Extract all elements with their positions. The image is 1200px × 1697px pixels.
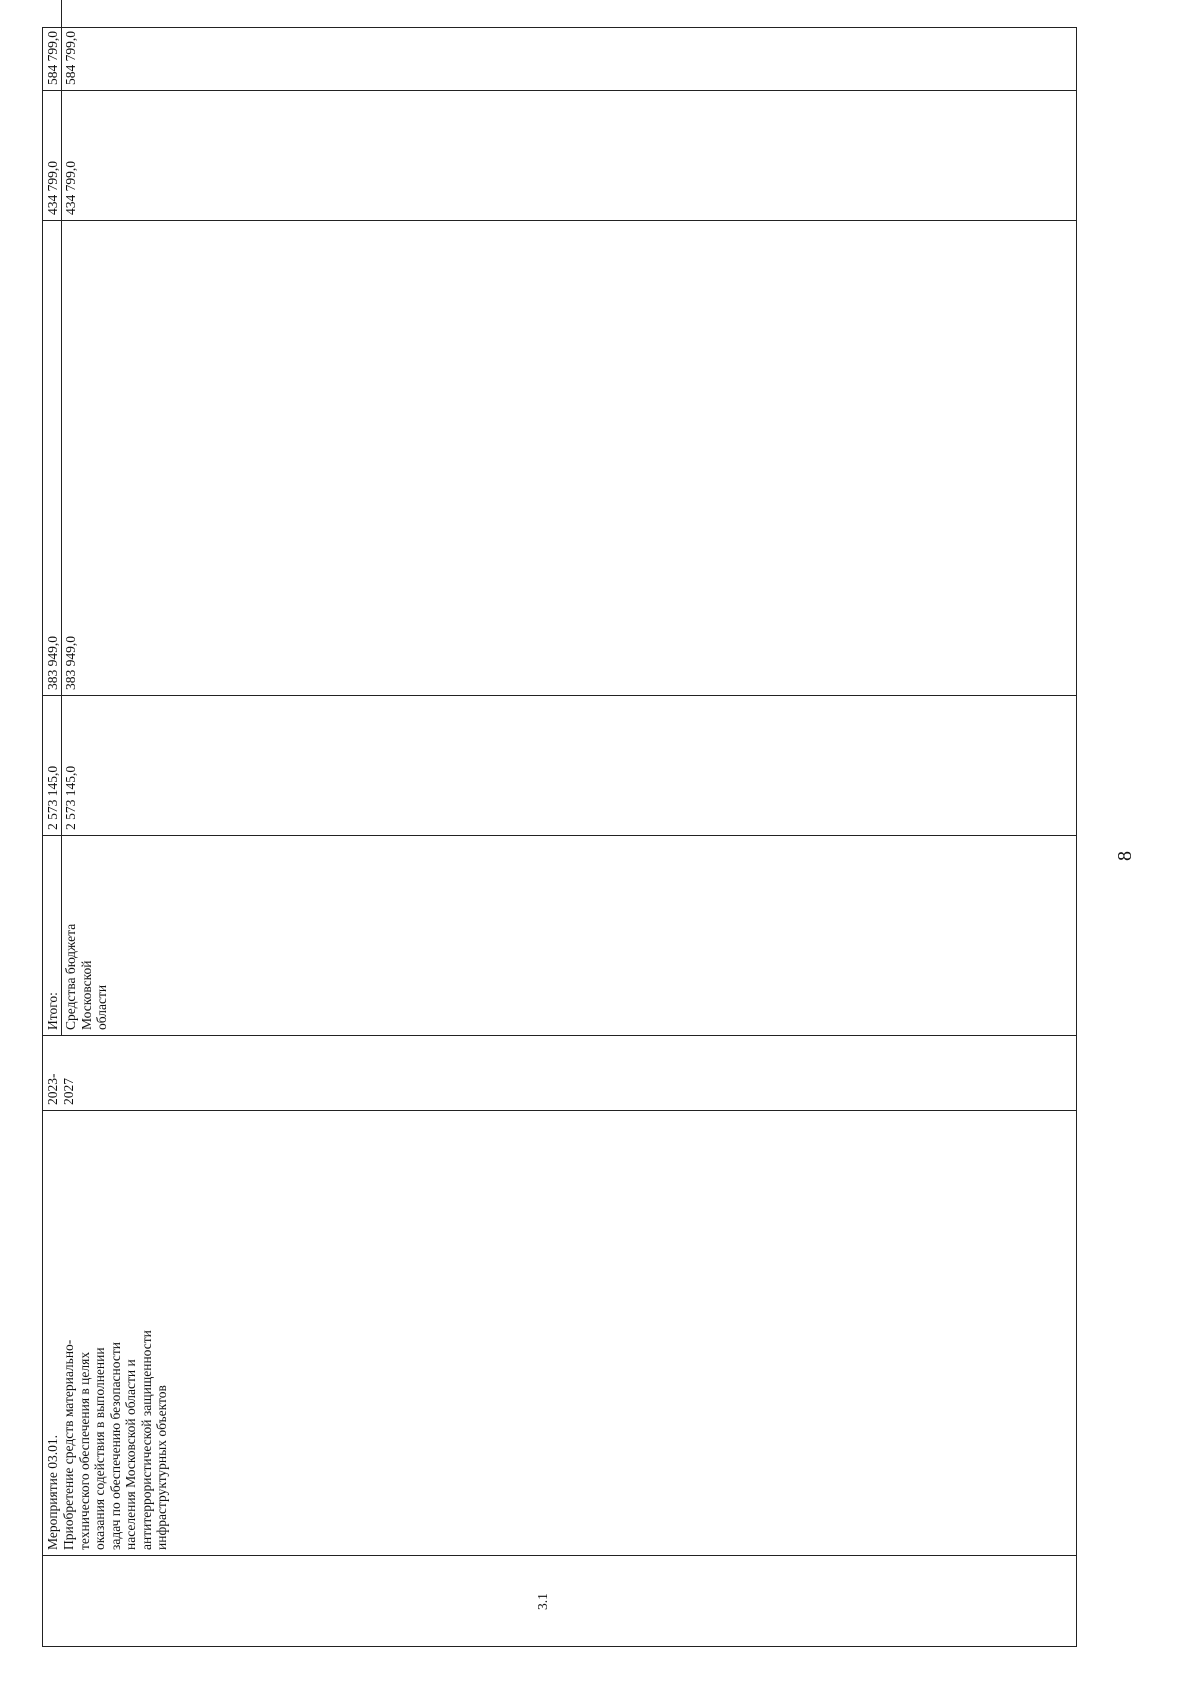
page-number: 8 — [1114, 851, 1136, 861]
row-divider — [61, 0, 62, 1036]
funding-source: Средства бюджета Московской области — [63, 923, 109, 1030]
column-divider — [43, 1035, 1076, 1036]
total-all-years: 2 573 145,0 — [45, 765, 60, 830]
column-divider — [43, 1110, 1076, 1111]
period: 2023- 2027 — [45, 1073, 76, 1105]
budget-2025: 584 799,0 — [63, 31, 78, 85]
column-divider — [43, 695, 1076, 696]
funding-total-label: Итого: — [45, 992, 60, 1030]
event-description: Приобретение средств материально- технического обеспечения в целях оказания содействия в выполнении задач по обеспечению безопасности населения Московской области и антитеррористической защищенности инфраструктурных объектов — [61, 1330, 169, 1550]
total-2024: 434 799,0 — [45, 161, 60, 215]
total-2025: 584 799,0 — [45, 31, 60, 85]
total-2023: 383 949,0 — [45, 636, 60, 690]
column-divider — [43, 220, 1076, 221]
column-divider — [43, 90, 1076, 91]
column-divider — [43, 1555, 1076, 1556]
program-table — [42, 27, 1077, 1647]
budget-2024: 434 799,0 — [63, 161, 78, 215]
budget-2023: 383 949,0 — [63, 636, 78, 690]
event-label: Мероприятие 03.01. — [45, 1435, 60, 1550]
budget-all-years: 2 573 145,0 — [63, 765, 78, 830]
column-divider — [43, 835, 1076, 836]
row-index: 3.1 — [535, 1593, 550, 1610]
